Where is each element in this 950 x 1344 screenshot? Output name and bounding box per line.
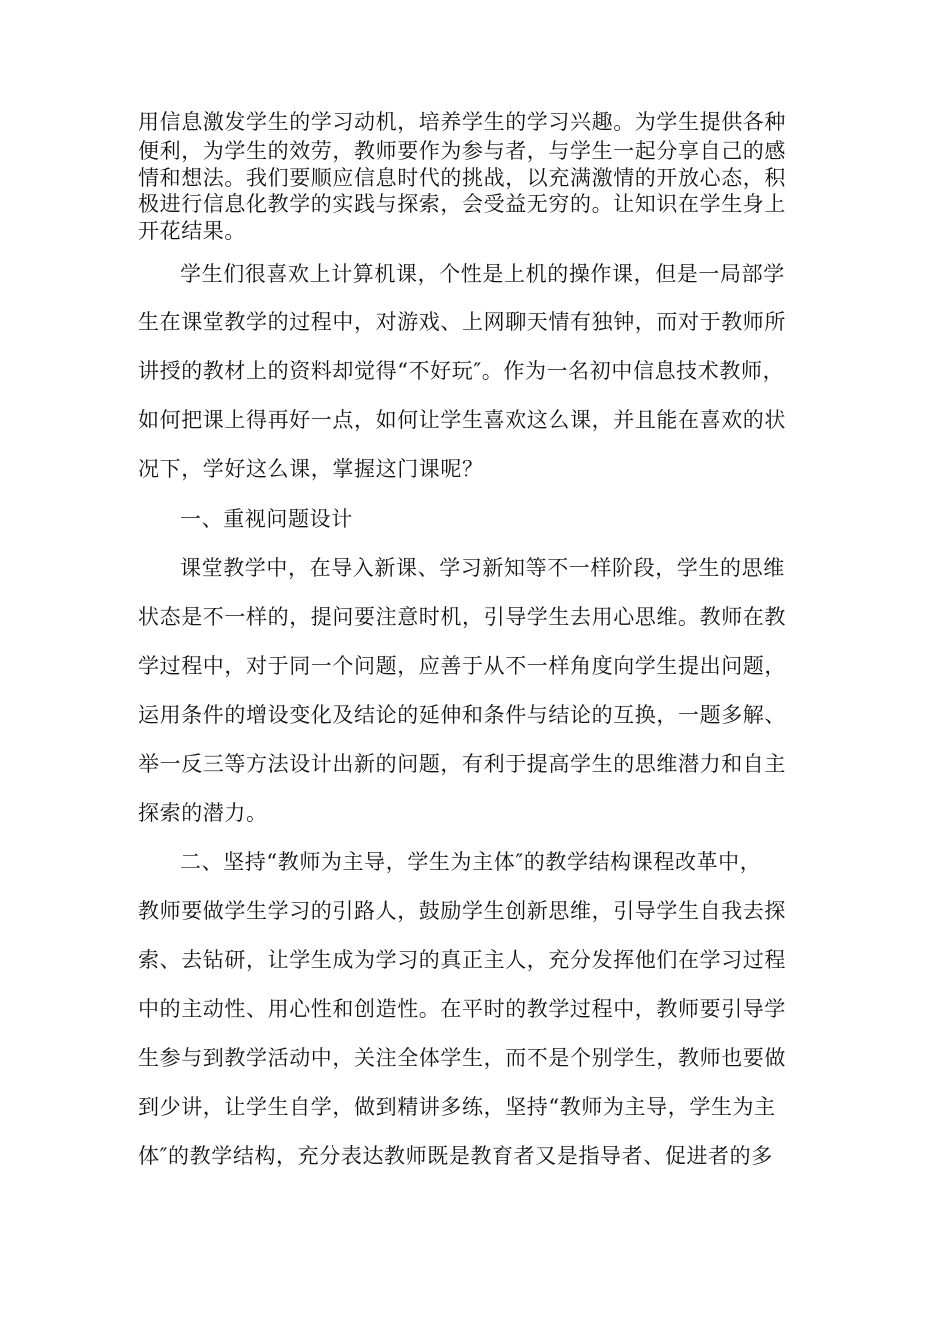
text-line: 教师要做学生学习的引路人，鼓励学生创新思维，引导学生自我去探 <box>138 899 786 923</box>
text-line: 生在课堂教学的过程中，对游戏、上网聊天情有独钟，而对于教师所 <box>138 310 786 334</box>
text-line: 到少讲，让学生自学，做到精讲多练，坚持“教师为主导，学生为主 <box>138 1095 776 1119</box>
text-line: 学过程中，对于同一个问题，应善于从不一样角度向学生提出问题， <box>138 654 786 678</box>
text-line: 探索的潜力。 <box>138 801 268 825</box>
text-line: 状态是不一样的，提问要注意时机，引导学生去用心思维。教师在教 <box>138 605 786 629</box>
text-line: 讲授的教材上的资料却觉得“不好玩″。作为一名初中信息技术教师， <box>138 359 785 383</box>
text-line: 运用条件的增设变化及结论的延伸和条件与结论的互换，一题多解、 <box>138 703 786 727</box>
text-line: 如何把课上得再好一点，如何让学生喜欢这么课，并且能在喜欢的状 <box>138 408 786 432</box>
text-line: 便利，为学生的效劳，教师要作为参与者，与学生一起分享自己的感 <box>138 139 786 163</box>
text-line: 举一反三等方法设计出新的问题，有利于提高学生的思维潜力和自主 <box>138 752 786 776</box>
text-line: 情和想法。我们要顺应信息时代的挑战，以充满激情的开放心态，积 <box>138 166 786 190</box>
text-line: 生参与到教学活动中，关注全体学生，而不是个别学生，教师也要做 <box>138 1046 786 1070</box>
text-line: 中的主动性、用心性和创造性。在平时的教学过程中，教师要引导学 <box>138 997 786 1021</box>
text-line: 索、去钻研，让学生成为学习的真正主人，充分发挥他们在学习过程 <box>138 948 786 972</box>
text-line: 用信息激发学生的学习动机，培养学生的学习兴趣。为学生提供各种 <box>138 110 786 134</box>
paragraph-first-line: 学生们很喜欢上计算机课，个性是上机的操作课，但是一局部学 <box>180 262 785 286</box>
text-line: 体″的教学结构，充分表达教师既是教育者又是指导者、促进者的多 <box>138 1144 773 1168</box>
text-line: 况下，学好这么课，掌握这门课呢？ <box>138 457 484 481</box>
text-line: 开花结果。 <box>138 219 246 243</box>
text-line: 极进行信息化教学的实践与探索，会受益无穷的。让知识在学生身上 <box>138 192 786 216</box>
paragraph-first-line: 二、坚持“教师为主导，学生为主体″的教学结构课程改革中， <box>180 850 762 874</box>
section-heading: 一、重视问题设计 <box>180 507 353 531</box>
paragraph-first-line: 课堂教学中，在导入新课、学习新知等不一样阶段，学生的思维 <box>180 556 785 580</box>
